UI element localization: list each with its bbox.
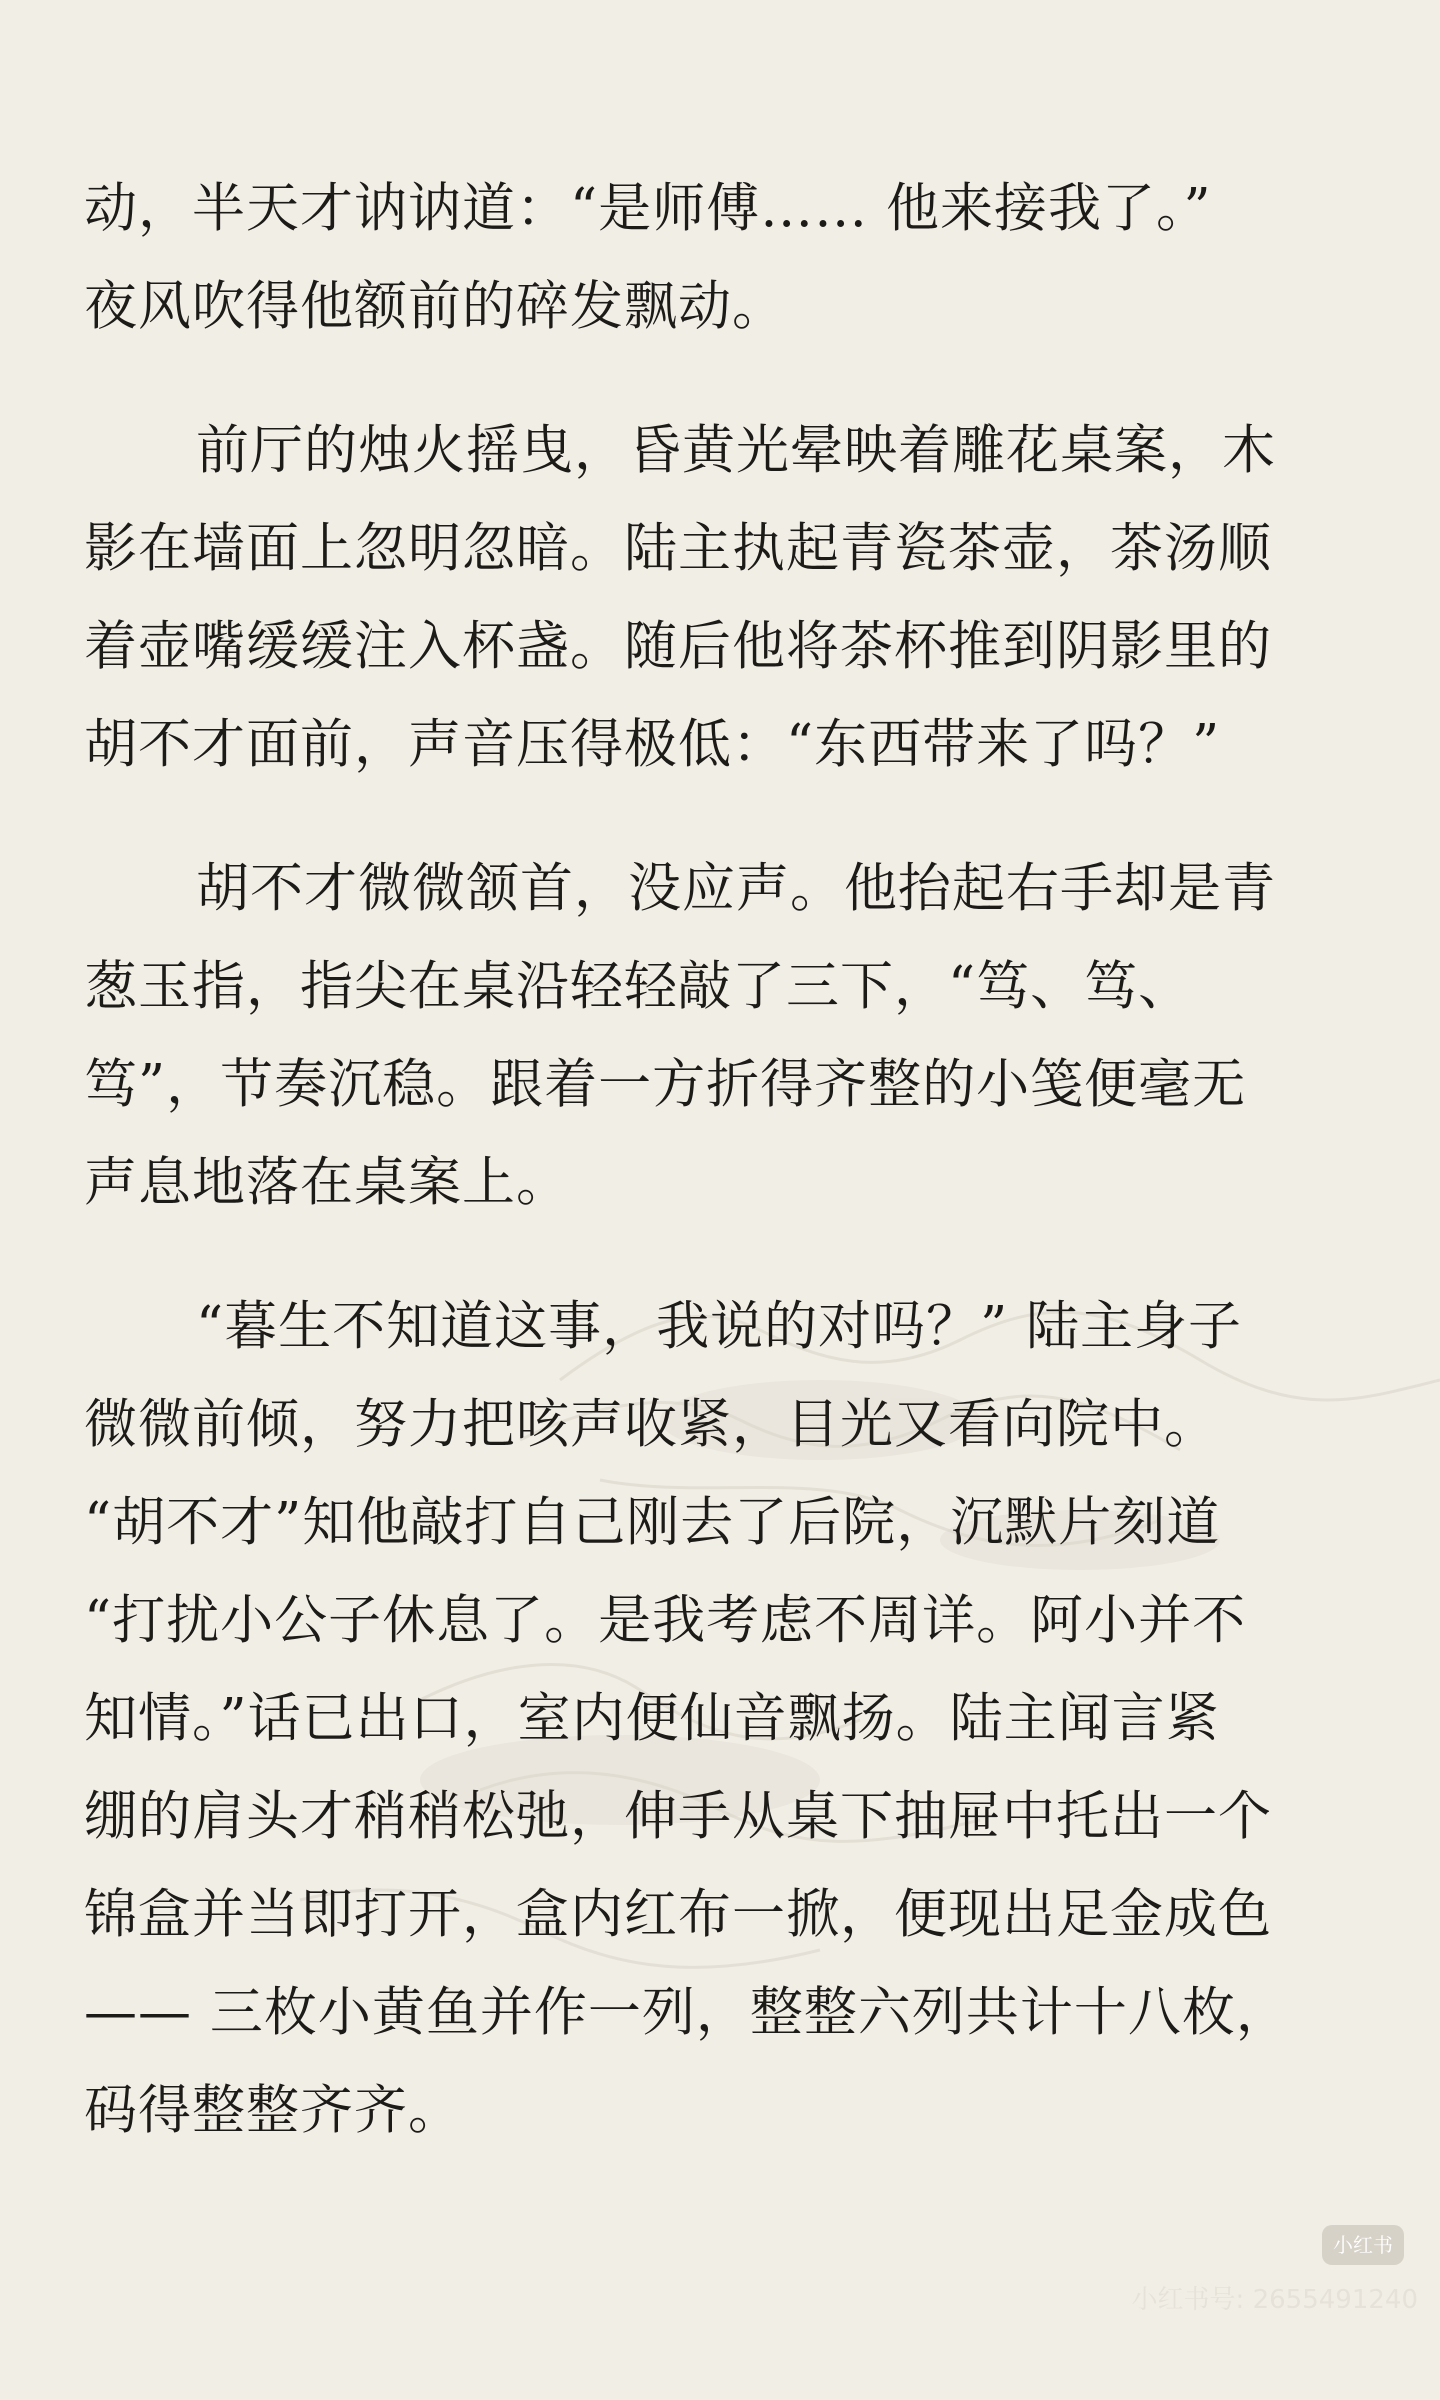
xiaohongshu-logo-watermark: 小红书 <box>1322 2225 1404 2265</box>
text-line: 绷的肩头才稍稍松弛，伸手从桌下抽屉中托出一个 <box>84 1786 1272 1847</box>
text-line: 胡不才微微颔首，没应声。他抬起右手却是青 <box>196 858 1276 919</box>
paragraph <box>84 402 1364 794</box>
text-line: 笃”，节奏沉稳。跟着一方折得齐整的小笺便毫无 <box>84 1054 1247 1115</box>
text-line: 着壶嘴缓缓注入杯盏。随后他将茶杯推到阴影里的 <box>84 616 1272 677</box>
text-line: 夜风吹得他额前的碎发飘动。 <box>84 276 786 337</box>
text-line: “打扰小公子休息了。是我考虑不周详。阿小并不 <box>84 1590 1247 1651</box>
text-line: “胡不才”知他敲打自己刚去了后院，沉默片刻道 <box>84 1492 1221 1553</box>
text-line: 胡不才面前，声音压得极低：“东西带来了吗？” <box>84 714 1221 775</box>
text-line: 知情。”话已出口，室内便仙音飘扬。陆主闻言紧 <box>84 1688 1220 1749</box>
text-line: 葱玉指，指尖在桌沿轻轻敲了三下，“笃、笃、 <box>84 956 1193 1017</box>
account-id-watermark: 小红书号: 2655491240 <box>1131 2285 1418 2315</box>
paragraph <box>84 840 1364 1232</box>
paragraph <box>84 160 1364 356</box>
text-line: 锦盒并当即打开，盒内红布一掀，便现出足金成色 <box>84 1884 1272 1945</box>
text-line: “暮生不知道这事，我说的对吗？” 陆主身子 <box>196 1296 1243 1357</box>
text-line: 前厅的烛火摇曳，昏黄光晕映着雕花桌案，木 <box>196 420 1276 481</box>
story-text <box>84 160 1364 2206</box>
text-line: 动，半天才讷讷道：“是师傅…… 他来接我了。” <box>84 178 1212 239</box>
text-line: 声息地落在桌案上。 <box>84 1152 570 1213</box>
text-line: 码得整整齐齐。 <box>84 2080 462 2141</box>
text-line: —— 三枚小黄鱼并作一列，整整六列共计十八枚， <box>84 1982 1290 2043</box>
text-line: 影在墙面上忽明忽暗。陆主执起青瓷茶壶，茶汤顺 <box>84 518 1272 579</box>
text-line: 微微前倾，努力把咳声收紧，目光又看向院中。 <box>84 1394 1218 1455</box>
paragraph <box>84 1278 1364 2160</box>
